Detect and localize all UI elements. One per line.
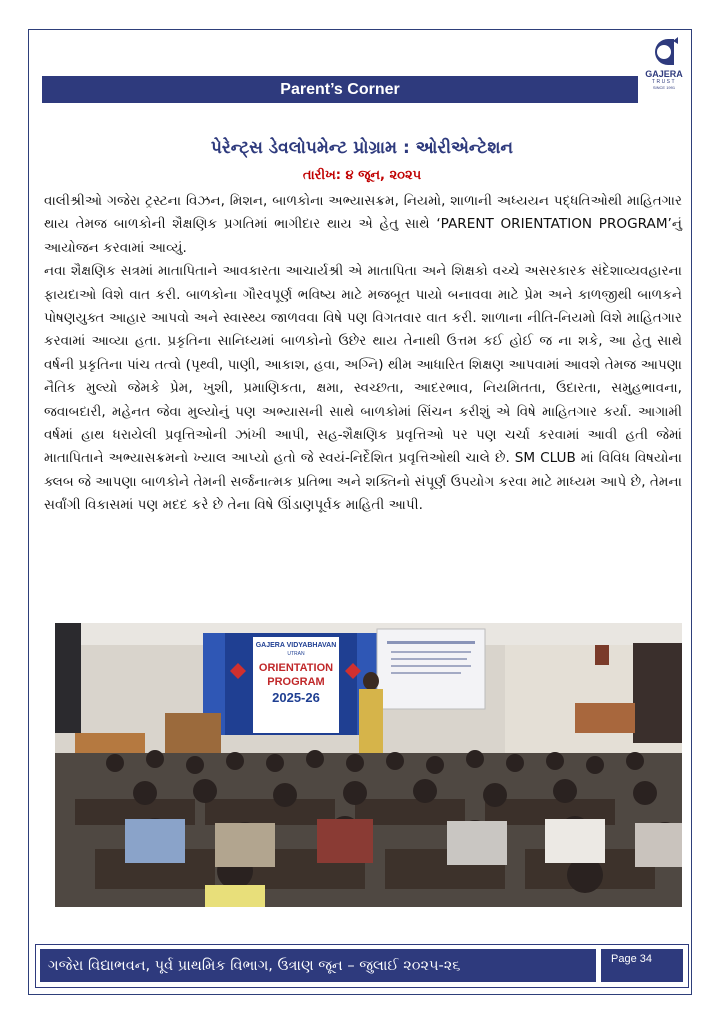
paragraph-2: નવા શૈક્ષણિક સત્રમાં માતાપિતાને આવકારતા આચાર્યશ્રી એ માતાપિતા અને શિક્ષકો વચ્ચે અસરકારક સંદેશાવ્યવહારના ફાયદાઓ વિશે વાત કરી. બાળકોના ગૌરવપૂર્ણ ભવિષ્ય માટે મજબૂત પાયો બનાવવા માટે પ્રેમ અને કાળજીથી બાળકને પોષણયુક્ત આહાર આપવો અને સ્વાસ્થ્ય જાળવવા વિષે પણ વિગતવાર વાત કરી. શાળાના નીતિ-નિયમો વિશે માહિતગાર કરવામાં આવ્યા હતા. પ્રકૃતિના સાનિધ્યમાં બાળકોનો ઉછેર થાય તેનાથી ઉત્તમ કઈ હોઈ જ ના શકે, આ હેતુ સાથે વર્ષની પ્રકૃતિના પાંચ તત્વો (પૃથ્વી, પાણી, આકાશ, હવા, અગ્નિ) થીમ આધારિત શિક્ષણ આપવામાં આવશે તેમજ આપણા નૈતિક મુલ્યો જેમકે પ્રેમ, ખુશી, પ્રમાણિકતા, ક્ષમા, સ્વચ્છતા, આદરભાવ, નિયમિતતા, ઉદારતા, સમુહભાવના, જવાબદારી, મહેનત જેવા મુલ્યોનું પણ અભ્યાસની સાથે બાળકોમાં સિંચન કરીશું એ વિષે માહિતગાર કર્યા. આગામી વર્ષમાં હાથ ધરાયેલી પ્રવૃત્તિઓની ઝાંખી આપી, સહ-શૈક્ષણિક પ્રવૃત્તિઓ પર પણ ચર્ચા કરવામાં આવી હતી જેમાં માતાપિતાને અભ્યાસક્રમનો ખ્યાલ આપ્યો હતો જે સ્વયં-નિર્દેશિત પ્રવૃત્તિઓથી ચાલે છે. SM CLUB માં વિવિધ વિષયોના ક્લબ જે આપણા બાળકોને તેમની સર્જનાત્મક પ્રતિભા અને શક્તિનો સંપૂર્ણ ઉપયોગ કરવા માટે માધ્યમ આપે છે, તેમના સર્વાંગી વિકાસમાં પણ મદદ કરે છે તેના વિષે ઊંડાણપૂર્વક માહિતી આપી. [44, 263, 683, 514]
logo-subtitle: TRUST [651, 79, 677, 85]
section-title: Parent’s Corner [280, 80, 400, 98]
page-number: Page 34 [611, 953, 652, 965]
logo-name: GAJERA [645, 69, 683, 79]
banner-line-5: 2025-26 [272, 690, 320, 705]
banner-line-2: UTRAN [287, 651, 305, 657]
page-footer [35, 944, 689, 988]
banner-line-4: PROGRAM [267, 676, 325, 688]
section-header [42, 76, 638, 103]
event-photo-illustration [55, 623, 682, 907]
gajera-logo-icon [647, 36, 681, 68]
article-date: તારીખ: ૪ જૂન, ૨૦૨૫ [302, 168, 422, 183]
footer-text-box [40, 949, 596, 982]
paragraph-1: વાલીશ્રીઓ ગજેરા ટ્રસ્ટના વિઝન, મિશન, બાળકોના અભ્યાસક્રમ, નિયમો, શાળાની અધ્યયન પદ્ધતિઓથી માહિતગાર થાય તેમજ બાળકોની શૈક્ષણિક પ્રગતિમાં ભાગીદાર થાય એ હેતુ સાથે ‘PARENT ORIENTATION PROGRAM’નું આયોજન કરવામાં આવ્યું. [44, 193, 682, 256]
article-body [44, 190, 682, 518]
footer-text: ગજેરા વિદ્યાભવન, પૂર્વ પ્રાથમિક વિભાગ, ઉત્રાણ જૂન – જુલાઈ ૨૦૨૫-૨૬ [48, 957, 461, 974]
page-number-box [601, 949, 683, 982]
event-photo [55, 623, 682, 907]
article-title: પેરેન્ટ્સ ડેવલોપમેન્ટ પ્રોગ્રામ : ઓરીએન્ટેશન [210, 138, 514, 158]
banner-line-3: ORIENTATION [258, 662, 334, 674]
banner-line-1: GAJERA VIDYABHAVAN [255, 642, 337, 649]
logo-since: SINCE 1991 [652, 85, 676, 90]
gajera-trust-logo [641, 36, 687, 102]
